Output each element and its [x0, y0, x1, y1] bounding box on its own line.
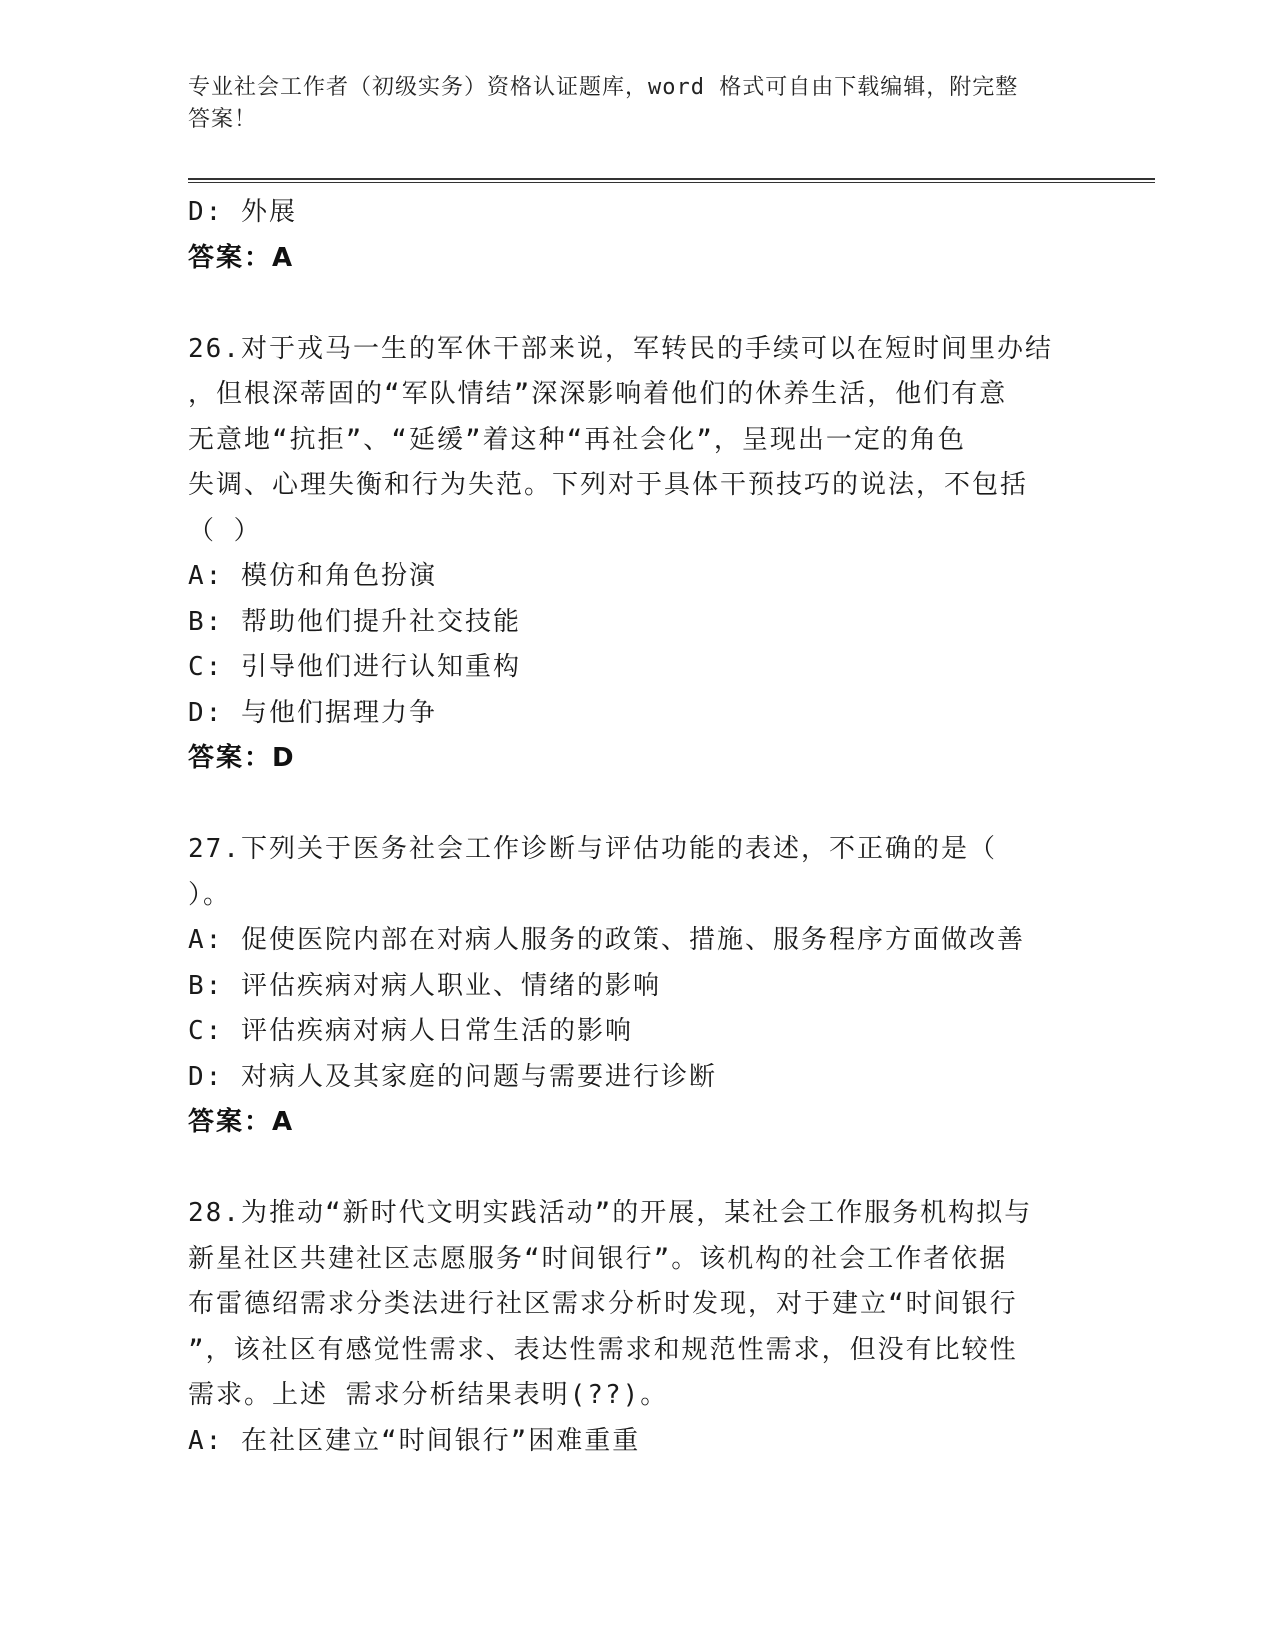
question-stem-line: 28.为推动“新时代文明实践活动”的开展，某社会工作服务机构拟与: [188, 1198, 1033, 1228]
answer-option: C: 评估疾病对病人日常生活的影响: [188, 1016, 633, 1046]
question-stem-line: 27.下列关于医务社会工作诊断与评估功能的表述，不正确的是（: [188, 834, 997, 864]
question-stem-line: 新星社区共建社区志愿服务“时间银行”。该机构的社会工作者依据: [188, 1243, 1008, 1274]
question-stem-line: ，但根深蒂固的“军队情结”深深影响着他们的休养生活，他们有意: [188, 379, 1008, 409]
question-stem-line: 26.对于戎马一生的军休干部来说，军转民的手续可以在短时间里办结: [188, 333, 1053, 364]
answer-option: D: 外展: [188, 197, 297, 227]
question-stem-line: ）。: [188, 879, 232, 910]
answer-key: 答案：A: [188, 242, 295, 273]
question-stem-line: 布雷德绍需求分类法进行社区需求分析时发现，对于建立“时间银行: [188, 1289, 1018, 1319]
answer-option: B: 评估疾病对病人职业、情绪的影响: [188, 970, 661, 1001]
answer-option: A: 模仿和角色扮演: [188, 561, 437, 591]
header-divider: [188, 178, 1155, 183]
answer-option: A: 在社区建立“时间银行”困难重重: [188, 1425, 641, 1456]
header-line: 答案！: [188, 107, 258, 132]
answer-option: B: 帮助他们提升社交技能: [188, 606, 521, 637]
page-header: [188, 72, 1068, 136]
answer-key: 答案：D: [188, 743, 296, 773]
question-stem-line: ”，该社区有感觉性需求、表达性需求和规范性需求，但没有比较性: [188, 1334, 1018, 1365]
answer-option: C: 引导他们进行认知重构: [188, 652, 521, 682]
question-stem-line: 需求。上述 需求分析结果表明(??)。: [188, 1380, 669, 1410]
answer-option: D: 对病人及其家庭的问题与需要进行诊断: [188, 1061, 717, 1092]
question-spacer: [188, 782, 1088, 828]
question-content: [188, 190, 1088, 1464]
question-stem-line: 失调、心理失衡和行为失范。下列对于具体干预技巧的说法，不包括: [188, 470, 1029, 500]
header-line: 专业社会工作者（初级实务）资格认证题库，word 格式可自由下载编辑，附完整: [188, 75, 1019, 100]
question-stem-line: （ ）: [188, 515, 262, 546]
question-spacer: [188, 281, 1088, 327]
question-stem-line: 无意地“抗拒”、“延缓”着这种“再社会化”，呈现出一定的角色: [188, 424, 966, 455]
answer-option: A: 促使医院内部在对病人服务的政策、措施、服务程序方面做改善: [188, 925, 1025, 955]
answer-option: D: 与他们据理力争: [188, 697, 437, 728]
question-spacer: [188, 1146, 1088, 1192]
answer-key: 答案：A: [188, 1107, 295, 1137]
